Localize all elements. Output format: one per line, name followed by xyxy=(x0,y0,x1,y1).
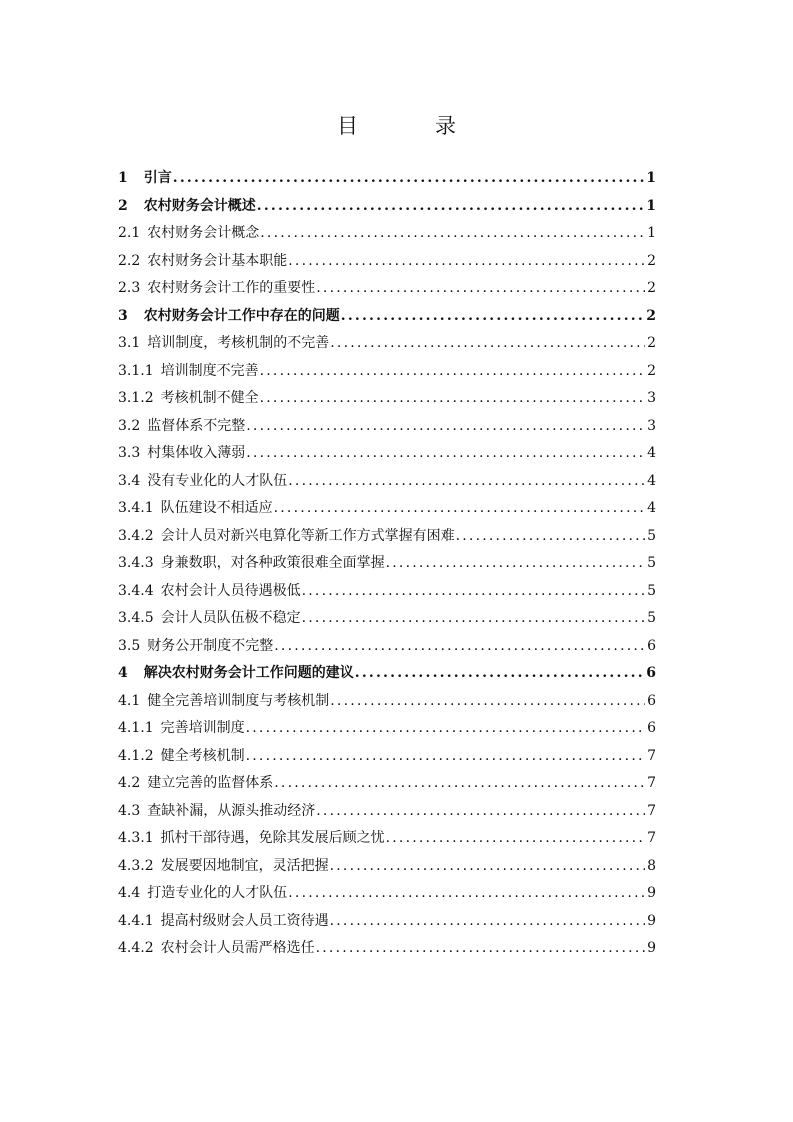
toc-leader-dots xyxy=(260,385,645,413)
toc-entry-text: 村集体收入薄弱 xyxy=(147,445,246,461)
toc-entry[interactable] xyxy=(118,908,656,936)
toc-entry[interactable] xyxy=(118,935,656,963)
toc-page-number: 3 xyxy=(647,417,656,434)
page-title: 目 录 xyxy=(337,114,484,138)
toc-entry-number: 3.4.1 xyxy=(118,500,154,516)
toc-leader-dots xyxy=(386,825,645,853)
toc-entry-label xyxy=(118,578,301,606)
toc-entry[interactable] xyxy=(118,715,656,743)
toc-entry-number: 3.4.4 xyxy=(118,582,154,599)
toc-entry-text: 监督体系不完整 xyxy=(147,417,246,434)
toc-entry-text: 农村财务会计概念 xyxy=(147,225,260,241)
toc-page-number: 5 xyxy=(647,610,656,626)
toc-entry[interactable] xyxy=(118,880,656,908)
toc-entry-text: 抓村干部待遇，免除其发展后顾之忧 xyxy=(160,830,385,846)
toc-entry-label xyxy=(118,275,315,303)
toc-page-number: 9 xyxy=(647,885,656,901)
toc-entry-label xyxy=(118,303,340,331)
toc-entry-text: 查缺补漏，从源头推动经济 xyxy=(147,802,316,819)
toc-leader-dots xyxy=(274,633,645,661)
toc-entry-text: 农村财务会计概述 xyxy=(143,197,256,214)
toc-entry-text: 农村财务会计工作中存在的问题 xyxy=(143,307,340,324)
toc-page-number: 7 xyxy=(647,802,656,819)
toc-leader-dots xyxy=(173,165,645,193)
toc-entry-number: 1 xyxy=(118,170,128,186)
toc-entry[interactable] xyxy=(118,358,656,386)
toc-page-number: 9 xyxy=(647,912,656,929)
toc-entry[interactable] xyxy=(118,220,656,248)
toc-leader-dots xyxy=(246,743,645,771)
toc-entry-number: 3.1.2 xyxy=(118,390,154,406)
toc-entry-number: 4.1.2 xyxy=(118,747,154,764)
toc-page-number: 2 xyxy=(647,280,656,296)
toc-entry-label xyxy=(118,165,172,193)
toc-page-number: 4 xyxy=(647,472,656,489)
toc-entry-number: 4.3.1 xyxy=(118,830,154,846)
toc-leader-dots xyxy=(330,688,645,716)
toc-page-number: 7 xyxy=(647,747,656,764)
toc-entry-text: 健全完善培训制度与考核机制 xyxy=(147,692,330,709)
toc-leader-dots xyxy=(355,660,645,688)
toc-entry-label xyxy=(118,248,287,276)
toc-entry-number: 3 xyxy=(118,307,128,324)
toc-leader-dots xyxy=(288,880,645,908)
toc-entry-label xyxy=(118,660,354,688)
toc-entry[interactable] xyxy=(118,385,656,413)
toc-leader-dots xyxy=(246,440,645,468)
toc-entry[interactable] xyxy=(118,633,656,661)
toc-entry-number: 3.4.2 xyxy=(118,527,154,544)
toc-entry-text: 考核机制不健全 xyxy=(160,390,259,406)
toc-entry[interactable] xyxy=(118,688,656,716)
toc-page-number: 5 xyxy=(647,555,656,571)
toc-leader-dots xyxy=(330,853,645,881)
toc-entry-text: 身兼数职，对各种政策很难全面掌握 xyxy=(160,555,385,571)
toc-page-number: 5 xyxy=(647,527,656,544)
toc-entry[interactable] xyxy=(118,853,656,881)
toc-entry-label xyxy=(118,468,287,496)
toc-entry-text: 会计人员队伍极不稳定 xyxy=(160,610,301,626)
toc-entry-label xyxy=(118,220,259,248)
toc-entry-label xyxy=(118,715,245,743)
toc-leader-dots xyxy=(330,330,645,358)
toc-entry-number: 4.3.2 xyxy=(118,857,154,874)
toc-entry[interactable] xyxy=(118,798,656,826)
toc-leader-dots xyxy=(302,605,645,633)
toc-page-number: 2 xyxy=(647,362,656,379)
toc-entry-text: 队伍建设不相适应 xyxy=(160,500,273,516)
toc-leader-dots xyxy=(456,523,645,551)
toc-entry-number: 4.1 xyxy=(118,692,141,709)
toc-leader-dots xyxy=(316,275,645,303)
toc-entry-label xyxy=(118,330,329,358)
toc-leader-dots xyxy=(302,578,645,606)
toc-entry[interactable] xyxy=(118,743,656,771)
toc-entry-number: 3.4 xyxy=(118,472,141,489)
toc-entry[interactable] xyxy=(118,495,656,523)
toc-entry-text: 引言 xyxy=(143,170,172,186)
toc-entry[interactable] xyxy=(118,523,656,551)
toc-entry[interactable] xyxy=(118,660,656,688)
toc-entry-label xyxy=(118,605,301,633)
toc-entry[interactable] xyxy=(118,413,656,441)
toc-entry[interactable] xyxy=(118,770,656,798)
toc-entry-number: 3.1.1 xyxy=(118,362,154,379)
toc-entry-label xyxy=(118,743,245,771)
toc-entry-text: 发展要因地制宜，灵活把握 xyxy=(160,857,329,874)
toc-page-number: 6 xyxy=(647,692,656,709)
toc-entry-label xyxy=(118,523,455,551)
toc-entry-label xyxy=(118,440,245,468)
toc-leader-dots xyxy=(260,358,645,386)
toc-page-number: 6 xyxy=(647,637,656,654)
toc-entry-number: 3.1 xyxy=(118,335,141,351)
toc-entry-number: 3.4.5 xyxy=(118,610,154,626)
toc-entry[interactable] xyxy=(118,605,656,633)
toc-entry-number: 3.3 xyxy=(118,445,141,461)
toc-entry-number: 3.2 xyxy=(118,417,141,434)
toc-entry-text: 解决农村财务会计工作问题的建议 xyxy=(143,665,354,681)
toc-entry[interactable] xyxy=(118,440,656,468)
toc-entry-label xyxy=(118,935,315,963)
toc-entry-number: 2.3 xyxy=(118,280,141,296)
toc-entry[interactable] xyxy=(118,303,656,331)
toc-page-number: 2 xyxy=(647,252,656,269)
toc-entry-text: 农村财务会计工作的重要性 xyxy=(147,280,316,296)
toc-leader-dots xyxy=(330,908,645,936)
toc-entry-number: 3.4.3 xyxy=(118,555,154,571)
toc-entry-label xyxy=(118,770,273,798)
toc-page-number: 4 xyxy=(647,445,656,461)
toc-entry-text: 打造专业化的人才队伍 xyxy=(147,885,288,901)
toc-page-number: 6 xyxy=(646,665,656,681)
toc-leader-dots xyxy=(341,303,645,331)
toc-page-number: 1 xyxy=(647,225,656,241)
toc-entry-label xyxy=(118,633,273,661)
toc-page-number: 5 xyxy=(647,582,656,599)
toc-entry-label xyxy=(118,688,329,716)
toc-entry-text: 完善培训制度 xyxy=(160,720,245,736)
toc-entry-number: 2.1 xyxy=(118,225,141,241)
toc-entry-text: 农村会计人员需严格选任 xyxy=(160,940,315,956)
toc-entry-text: 财务公开制度不完整 xyxy=(147,637,274,654)
toc-leader-dots xyxy=(246,715,645,743)
toc-entry-number: 2 xyxy=(118,197,128,214)
toc-entry-text: 提高村级财会人员工资待遇 xyxy=(160,912,329,929)
toc-entry-number: 4.4.2 xyxy=(118,940,154,956)
toc-leader-dots xyxy=(274,770,645,798)
toc-entry-number: 4.3 xyxy=(118,802,141,819)
toc-page-number: 2 xyxy=(647,335,656,351)
toc-entry-label xyxy=(118,495,273,523)
toc-entry-text: 建立完善的监督体系 xyxy=(147,775,274,791)
toc-entry-number: 2.2 xyxy=(118,252,141,269)
toc-entry-number: 3.5 xyxy=(118,637,141,654)
toc-leader-dots xyxy=(288,248,645,276)
toc-page-number: 9 xyxy=(647,940,656,956)
toc-leader-dots xyxy=(288,468,645,496)
toc-entry[interactable] xyxy=(118,578,656,606)
toc-page-number: 1 xyxy=(646,170,656,186)
toc-entry-label xyxy=(118,880,287,908)
toc-entry-text: 农村会计人员待遇极低 xyxy=(160,582,301,599)
toc-entry-label xyxy=(118,825,385,853)
toc-entry-number: 4.2 xyxy=(118,775,141,791)
toc-entry-text: 健全考核机制 xyxy=(160,747,245,764)
toc-entry-number: 4 xyxy=(118,665,128,681)
toc-entry-text: 没有专业化的人才队伍 xyxy=(147,472,288,489)
toc-entry[interactable] xyxy=(118,330,656,358)
toc-entry-number: 4.4.1 xyxy=(118,912,154,929)
toc-page-number: 1 xyxy=(646,197,656,214)
toc-leader-dots xyxy=(257,193,645,221)
toc-leader-dots xyxy=(274,495,645,523)
toc-entry-label xyxy=(118,413,245,441)
toc-leader-dots xyxy=(260,220,645,248)
toc-page-number: 3 xyxy=(647,390,656,406)
toc-entry-label xyxy=(118,358,259,386)
toc-leader-dots xyxy=(386,550,645,578)
toc-leader-dots xyxy=(246,413,645,441)
toc-page-number: 8 xyxy=(647,857,656,874)
toc-page-number: 7 xyxy=(647,830,656,846)
toc-entry[interactable] xyxy=(118,248,656,276)
toc-entry[interactable] xyxy=(118,193,656,221)
toc-entry-number: 4.1.1 xyxy=(118,720,154,736)
toc-entry[interactable] xyxy=(118,468,656,496)
toc-page-number: 2 xyxy=(646,307,656,324)
toc-entry-text: 会计人员对新兴电算化等新工作方式掌握有困难 xyxy=(160,527,455,544)
toc-page-number: 7 xyxy=(647,775,656,791)
toc-leader-dots xyxy=(316,935,645,963)
toc-entry-text: 培训制度，考核机制的不完善 xyxy=(147,335,330,351)
toc-entry-label xyxy=(118,550,385,578)
toc-page-number: 6 xyxy=(647,720,656,736)
toc-entry-label xyxy=(118,798,315,826)
toc-entry-text: 培训制度不完善 xyxy=(160,362,259,379)
toc-leader-dots xyxy=(316,798,645,826)
toc-entry-label xyxy=(118,908,329,936)
toc-entry[interactable] xyxy=(118,165,656,193)
toc-entry[interactable] xyxy=(118,275,656,303)
table-of-contents xyxy=(118,165,656,963)
toc-page-number: 4 xyxy=(647,500,656,516)
toc-entry-label xyxy=(118,853,329,881)
toc-entry-text: 农村财务会计基本职能 xyxy=(147,252,288,269)
toc-entry-number: 4.4 xyxy=(118,885,141,901)
toc-entry[interactable] xyxy=(118,550,656,578)
toc-entry[interactable] xyxy=(118,825,656,853)
toc-entry-label xyxy=(118,385,259,413)
toc-entry-label xyxy=(118,193,256,221)
